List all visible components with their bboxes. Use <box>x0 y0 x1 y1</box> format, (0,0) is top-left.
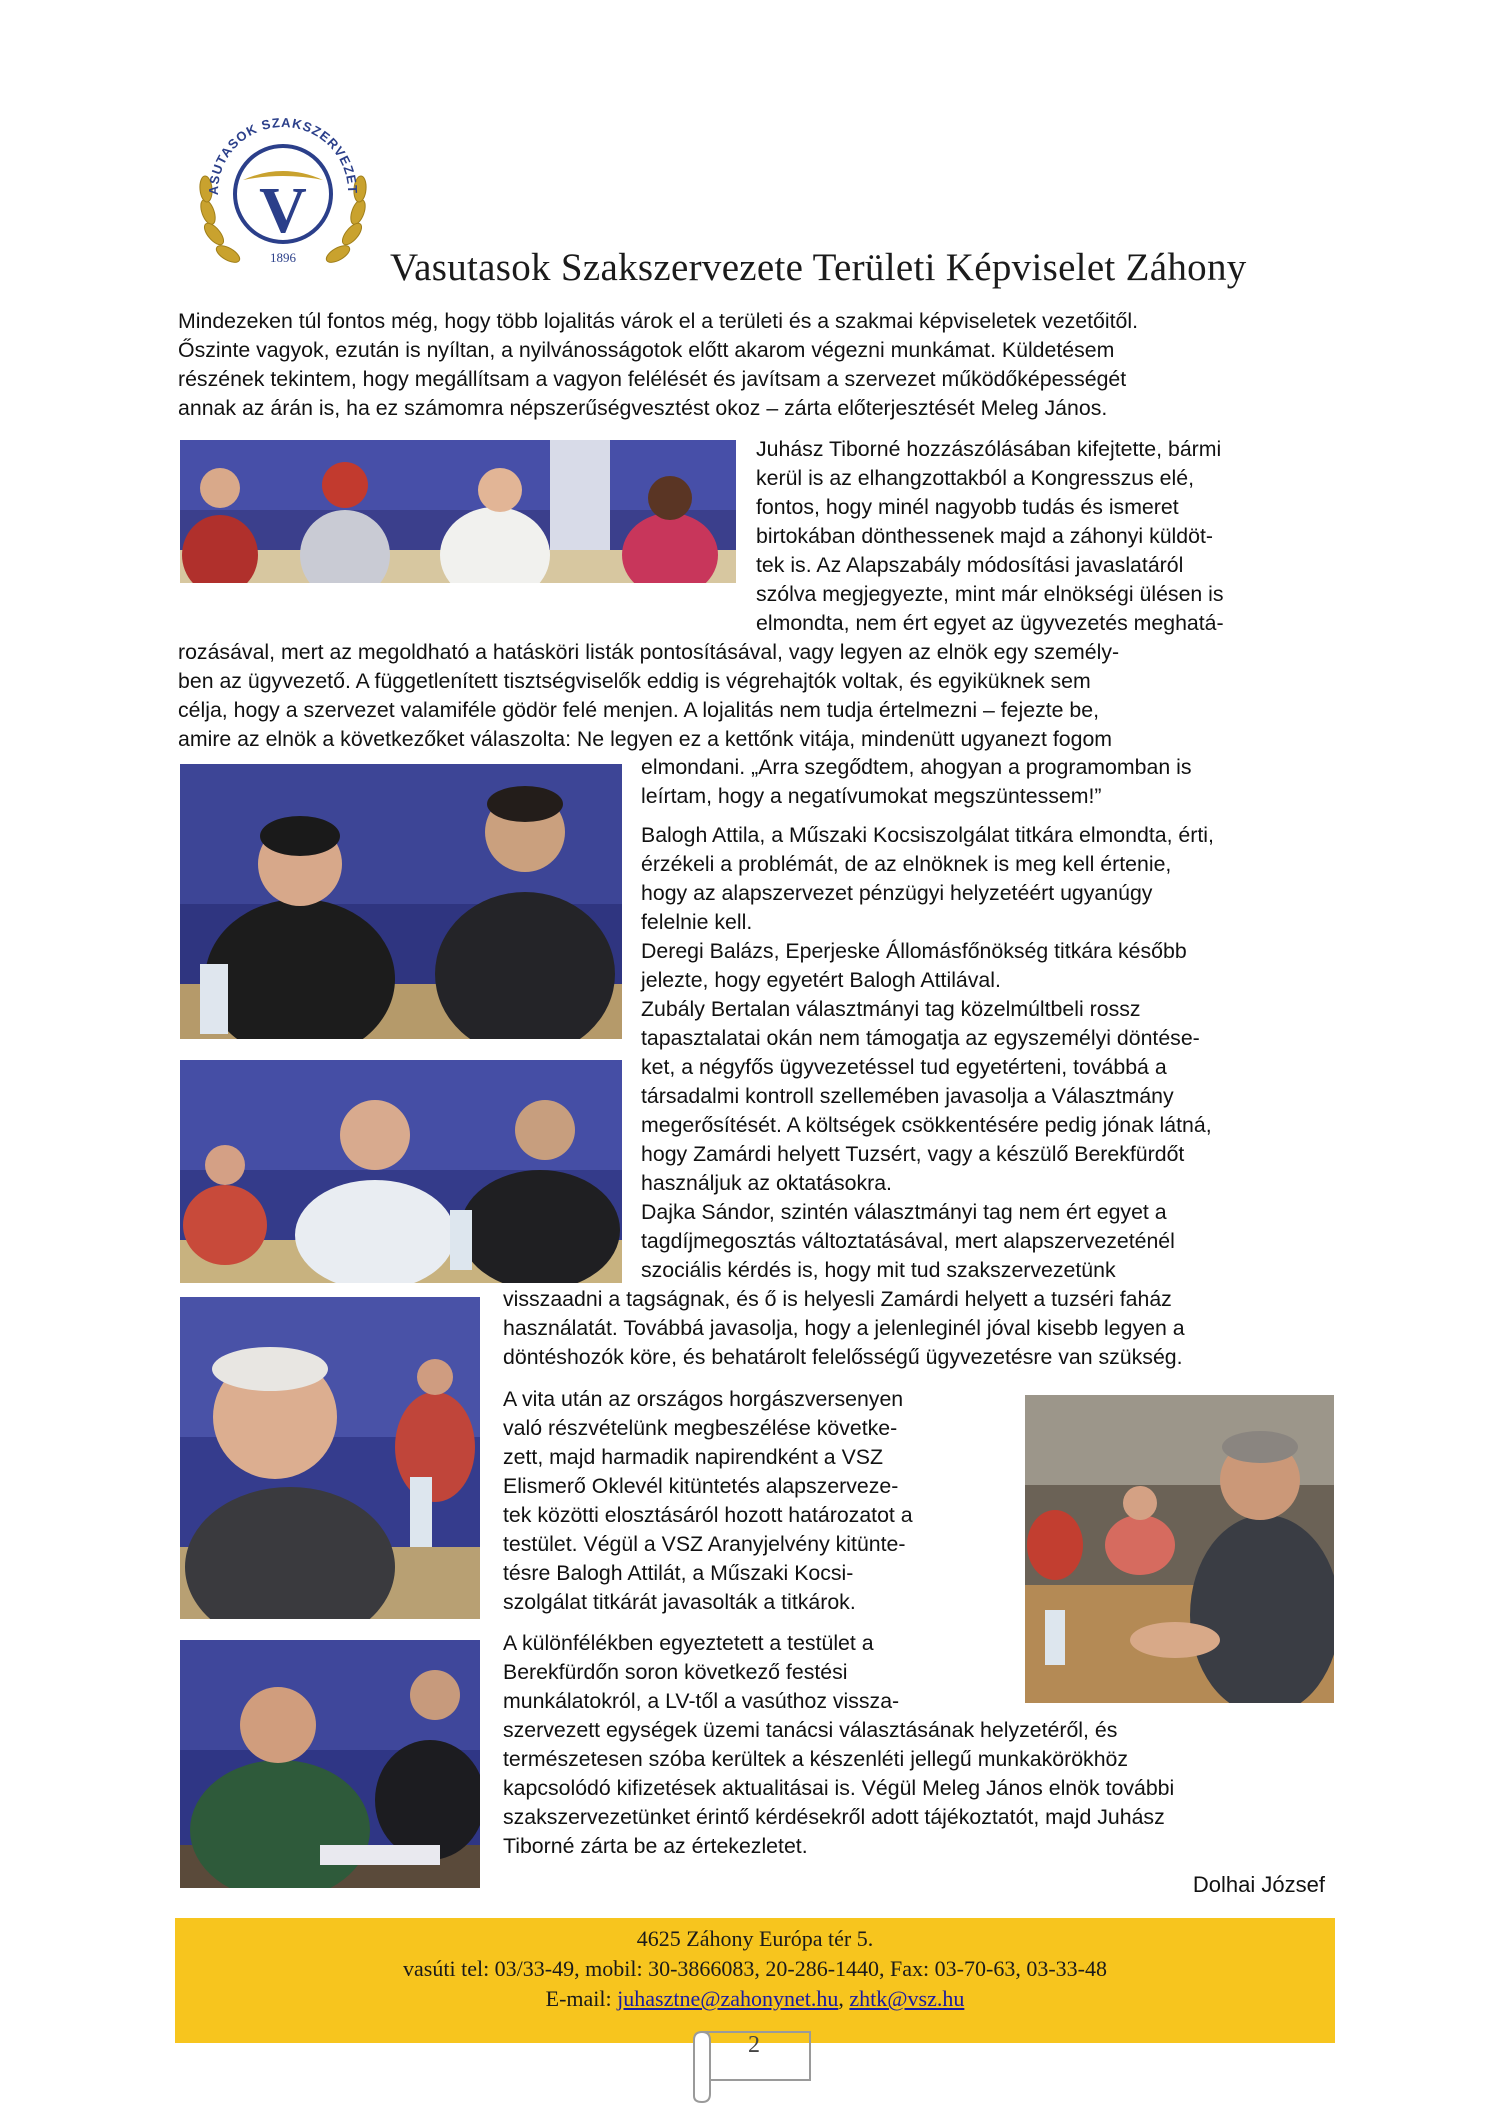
juhasz-paragraph <box>756 435 1323 638</box>
meeting-photo-1 <box>180 440 736 583</box>
balogh-paragraph <box>641 821 1324 937</box>
text-line: tagdíjmegosztás változtatásával, mert alapszervezeténél <box>641 1229 1175 1253</box>
text-line: jelezte, hogy egyetért Balogh Attilával. <box>641 968 1001 992</box>
text-line: ben az ügyvezető. A függetlenített tisztségviselők eddig is végrehajtók voltak, és egyiküknek sem <box>178 669 1091 693</box>
text-line: fontos, hogy minél nagyobb tudás és ismeret <box>756 495 1179 519</box>
text-line: amire az elnök a következőket válaszolta: Ne legyen ez a kettőnk vitája, mindenütt ugyanezt fogom <box>178 727 1113 751</box>
text-line: elmondani. „Arra szegődtem, ahogyan a programomban is <box>641 755 1192 779</box>
text-line: hogy az alapszervezet pénzügyi helyzetéért ugyanúgy <box>641 881 1153 905</box>
text-line: szociális kérdés is, hogy mit tud szakszervezetünk <box>641 1258 1116 1282</box>
intro-paragraph <box>178 307 1324 423</box>
text-line: hogy Zamárdi helyett Tuzsért, vagy a készülő Berekfürdőt <box>641 1142 1185 1166</box>
text-line: részének tekintem, hogy megállítsam a vagyon felélését és javítsam a szervezet működőképességét <box>178 367 1127 391</box>
text-line: Elismerő Oklevél kitüntetés alapszerveze- <box>503 1474 899 1498</box>
text-line: birtokában dönthessenek majd a záhonyi küldöt- <box>756 524 1213 548</box>
text-line: Balogh Attila, a Műszaki Kocsiszolgálat titkára elmondta, érti, <box>641 823 1214 847</box>
kulonfelek-paragraph <box>503 1629 1000 1716</box>
email-separator: , <box>838 1986 844 2011</box>
text-line: természetesen szóba kerültek a készenléti jellegű munkakörökhöz <box>503 1747 1129 1771</box>
meeting-photo-4 <box>180 1297 480 1619</box>
text-line: Mindezeken túl fontos még, hogy több lojalitás várok el a területi és a szakmai képviseletek vezetőitől. <box>178 309 1139 333</box>
text-line: visszaadni a tagságnak, és ő is helyesli Zamárdi helyett a tuzséri faház <box>503 1287 1172 1311</box>
footer-address: 4625 Záhony Európa tér 5. <box>636 1926 874 1951</box>
svg-text:V: V <box>259 174 307 247</box>
footer-email-line <box>175 1986 1335 2012</box>
text-line: elmondta, nem ért egyet az ügyvezetés meghatá- <box>756 611 1224 635</box>
text-line: zett, majd harmadik napirendként a VSZ <box>503 1445 883 1469</box>
text-line: döntéshozók köre, és behatárolt felelősségű ügyvezetésre van szükség. <box>503 1345 1183 1369</box>
text-line: szolgálat titkárát javasolták a titkárok. <box>503 1590 856 1614</box>
text-line: Berekfürdőn soron következő festési <box>503 1660 848 1684</box>
dajka-continuation <box>503 1285 1324 1372</box>
dajka-paragraph <box>641 1198 1324 1285</box>
text-line: ket, a négyfős ügyvezetéssel tud egyetérteni, továbbá a <box>641 1055 1167 1079</box>
meeting-photo-6 <box>180 1640 480 1888</box>
juhasz-continuation <box>178 638 1324 754</box>
text-line: használjuk az oktatásokra. <box>641 1171 892 1195</box>
author-signature: Dolhai József <box>1192 1872 1325 1897</box>
meeting-photo-2 <box>180 764 622 1039</box>
text-line: való részvételünk megbeszélése követke- <box>503 1416 898 1440</box>
vita-paragraph <box>503 1385 1000 1617</box>
text-line: Dajka Sándor, szintén választmányi tag nem ért egyet a <box>641 1200 1167 1224</box>
text-line: annak az árán is, ha ez számomra népszerűségvesztést okoz – zárta előterjesztését Meleg János. <box>178 396 1108 420</box>
text-line: kapcsolódó kifizetések aktualitásai is. Végül Meleg János elnök további <box>503 1776 1175 1800</box>
svg-text:VASUTASOK SZAKSZERVEZETE: ASUTASOK SZAKSZERVEZET <box>205 114 361 196</box>
text-line: Zubály Bertalan választmányi tag közelmúltbeli rossz <box>641 997 1141 1021</box>
meeting-photo-3 <box>180 1060 622 1283</box>
email-link-1[interactable]: juhasztne@zahonynet.hu <box>617 1986 839 2011</box>
text-line: tapasztalatai okán nem támogatja az egyszemélyi döntése- <box>641 1026 1200 1050</box>
meeting-photo-5 <box>1025 1395 1334 1703</box>
text-line: kerül is az elhangzottakból a Kongresszus elé, <box>756 466 1195 490</box>
text-line: Deregi Balázs, Eperjeske Állomásfőnökség titkára később <box>641 939 1187 963</box>
svg-text:1896: 1896 <box>270 250 296 265</box>
text-line: szakszervezetünket érintő kérdésekről adott tájékoztatót, majd Juhász <box>503 1805 1165 1829</box>
text-line: Őszinte vagyok, ezután is nyíltan, a nyilvánosságotok előtt akarom végezni munkámat. Küldetésem <box>178 338 1115 362</box>
page-number: 2 <box>748 2032 760 2058</box>
text-line: munkálatokról, a LV-től a vasúthoz vissza- <box>503 1689 900 1713</box>
text-line: felelnie kell. <box>641 910 753 934</box>
zubaly-paragraph <box>641 995 1324 1198</box>
text-line: társadalmi kontroll szellemében javasolja a Választmány <box>641 1084 1174 1108</box>
text-line: használatát. Továbbá javasolja, hogy a jelenleginél jóval kisebb legyen a <box>503 1316 1185 1340</box>
text-line: Tiborné zárta be az értekezletet. <box>503 1834 808 1858</box>
deregi-paragraph <box>641 937 1324 995</box>
text-line: rozásával, mert az megoldható a hatásköri listák pontosításával, vagy legyen az elnök egy személy- <box>178 640 1120 664</box>
text-line: tésre Balogh Attilát, a Műszaki Kocsi- <box>503 1561 854 1585</box>
text-line: Juhász Tiborné hozzászólásában kifejtette, bármi <box>756 437 1222 461</box>
text-line: tek közötti elosztásáról hozott határozatot a <box>503 1503 913 1527</box>
text-line: testület. Végül a VSZ Aranyjelvény kitünte- <box>503 1532 906 1556</box>
text-line: tek is. Az Alapszabály módosítási javaslatáról <box>756 553 1184 577</box>
elnok-quote <box>641 753 1324 811</box>
footer-phones: vasúti tel: 03/33-49, mobil: 30-3866083, 20-286-1440, Fax: 03-70-63, 03-33-48 <box>403 1956 1107 1981</box>
text-line: érzékeli a problémát, de az elnöknek is meg kell értenie, <box>641 852 1172 876</box>
text-line: megerősítését. A költségek csökkentésére pedig jónak látná, <box>641 1113 1212 1137</box>
text-line: szólva megjegyezte, mint már elnökségi ülésen is <box>756 582 1224 606</box>
kulonfelek-continuation <box>503 1716 1324 1861</box>
email-link-2[interactable]: zhtk@vsz.hu <box>849 1986 965 2011</box>
text-line: leírtam, hogy a negatívumokat megszüntessem!” <box>641 784 1102 808</box>
footer-email-label: E-mail: <box>545 1986 612 2011</box>
text-line: célja, hogy a szervezet valamiféle gödör felé menjen. A lojalitás nem tudja értelmezni – fejezte be, <box>178 698 1100 722</box>
page-title: Vasutasok Szakszervezete Területi Képviselet Záhony <box>390 246 1247 289</box>
text-line: A vita után az országos horgászversenyen <box>503 1387 904 1411</box>
text-line: szervezett egységek üzemi tanácsi választásának helyzetéről, és <box>503 1718 1118 1742</box>
text-line: A különfélékben egyeztetett a testület a <box>503 1631 874 1655</box>
union-logo <box>188 92 378 282</box>
